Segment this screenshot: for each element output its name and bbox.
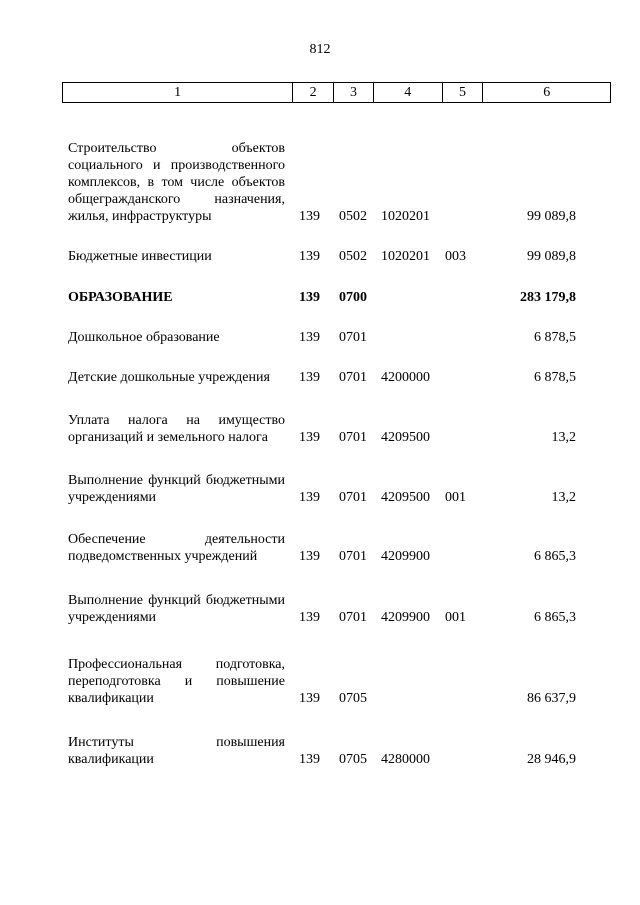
table-row	[0, 328, 640, 346]
table-row	[0, 733, 640, 768]
row-amount: 13,2	[551, 490, 576, 505]
row-section: 0705	[339, 752, 367, 767]
row-section: 0502	[339, 249, 367, 264]
row-code-2: 139	[299, 209, 320, 224]
row-amount: 6 865,3	[534, 549, 576, 564]
row-expense-type: 001	[445, 610, 466, 625]
column-header-3: 3	[334, 83, 374, 102]
row-code-2: 139	[299, 752, 320, 767]
row-amount: 99 089,8	[527, 209, 576, 224]
row-name: Выполнение функций бюджетными учреждениями	[68, 473, 285, 505]
row-name: Выполнение функций бюджетными учреждениями	[68, 593, 285, 625]
row-name: Дошкольное образование	[68, 330, 220, 345]
row-name: Строительство объектов социального и производственного комплексов, в том числе объектов общегражданского назначения, жилья, инфраструктуры	[68, 141, 285, 224]
row-code-2: 139	[299, 610, 320, 625]
row-amount: 6 865,3	[534, 610, 576, 625]
table-row	[0, 411, 640, 446]
row-code-2: 139	[299, 549, 320, 564]
column-header-6: 6	[543, 84, 551, 100]
row-section: 0700	[339, 290, 367, 305]
row-target-article: 4209900	[381, 610, 430, 625]
row-amount: 28 946,9	[527, 752, 576, 767]
row-name: Обеспечение деятельности подведомственных учреждений	[68, 532, 285, 564]
row-amount: 283 179,8	[520, 290, 576, 305]
table-row	[0, 368, 640, 386]
row-code-2: 139	[299, 330, 320, 345]
row-section: 0701	[339, 430, 367, 445]
row-section: 0701	[339, 610, 367, 625]
table-row	[0, 121, 640, 225]
column-header-1: 1	[63, 83, 293, 102]
row-target-article: 4280000	[381, 752, 430, 767]
row-section: 0705	[339, 691, 367, 706]
row-target-article: 4200000	[381, 370, 430, 385]
row-target-article: 1020201	[381, 249, 430, 264]
row-section: 0701	[339, 330, 367, 345]
row-name: Бюджетные инвестиции	[68, 249, 212, 264]
table-row	[0, 591, 640, 626]
column-header-2: 2	[293, 83, 334, 102]
row-name: Институты повышения квалификации	[68, 735, 285, 767]
table-row	[0, 471, 640, 506]
row-target-article: 1020201	[381, 209, 430, 224]
row-code-2: 139	[299, 249, 320, 264]
row-target-article: 4209900	[381, 549, 430, 564]
row-code-2: 139	[299, 430, 320, 445]
row-amount: 86 637,9	[527, 691, 576, 706]
column-header-4: 4	[374, 83, 443, 102]
row-section: 0502	[339, 209, 367, 224]
row-amount: 6 878,5	[534, 330, 576, 345]
row-expense-type: 001	[445, 490, 466, 505]
page-number: 812	[309, 42, 331, 57]
table-row	[0, 247, 640, 265]
row-name: ОБРАЗОВАНИЕ	[68, 290, 173, 305]
row-code-2: 139	[299, 490, 320, 505]
row-code-2: 139	[299, 370, 320, 385]
row-name: Профессиональная подготовка, переподготовка и повышение квалификации	[68, 657, 285, 706]
row-expense-type: 003	[445, 249, 466, 264]
row-amount: 13,2	[551, 430, 576, 445]
column-header-row	[62, 82, 611, 103]
row-code-2: 139	[299, 691, 320, 706]
row-name: Детские дошкольные учреждения	[68, 370, 270, 385]
table-row	[0, 654, 640, 707]
table-row	[0, 530, 640, 565]
row-target-article: 4209500	[381, 490, 430, 505]
row-section: 0701	[339, 490, 367, 505]
row-code-2: 139	[299, 290, 320, 305]
row-target-article: 4209500	[381, 430, 430, 445]
row-amount: 99 089,8	[527, 249, 576, 264]
row-section: 0701	[339, 549, 367, 564]
row-section: 0701	[339, 370, 367, 385]
row-amount: 6 878,5	[534, 370, 576, 385]
row-name: Уплата налога на имущество организаций и земельного налога	[68, 413, 285, 445]
table-row	[0, 288, 640, 306]
column-header-5: 5	[443, 83, 484, 102]
